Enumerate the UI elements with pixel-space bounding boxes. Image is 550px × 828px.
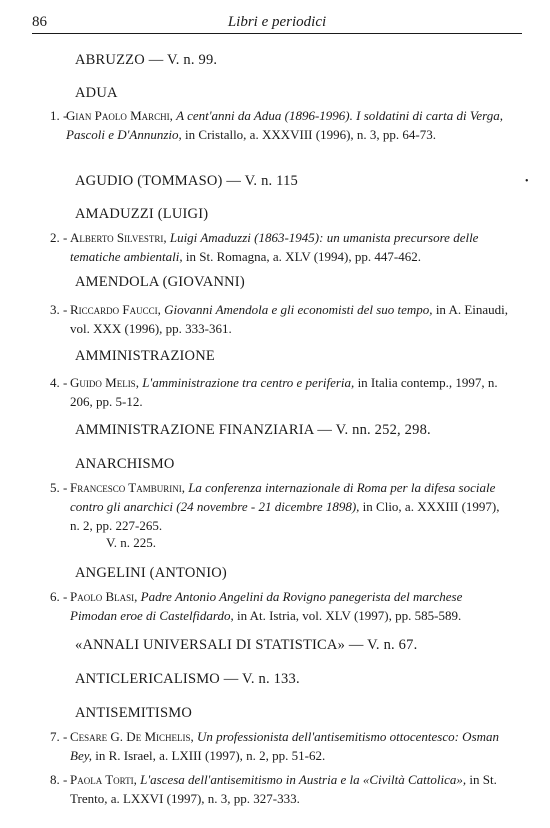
- page-header: [32, 14, 522, 34]
- heading-anticlericalismo: ANTICLERICALISMO — V. n. 133.: [75, 671, 300, 687]
- entry-3: [50, 300, 510, 338]
- entry-4: [50, 373, 510, 411]
- entry-title: Luigi Amaduzzi (1863-1945): un umanista precursore delle tematiche ambientali,: [70, 230, 479, 264]
- entry-number: 2. -: [50, 230, 68, 245]
- entry-1: [50, 106, 510, 144]
- entry-title: A cent'anni da Adua (1896-1996). I soldatini di carta di Verga, Pascoli e D'Annunzio,: [66, 108, 503, 142]
- entry-title: La conferenza internazionale di Roma per la difesa sociale contro gli anarchici (24 novembre - 21 dicembre 1898),: [70, 480, 496, 514]
- entry-source: in Clio, a. XXXIII (1997), n. 2, pp. 227-265.: [70, 499, 500, 533]
- page-number: 86: [32, 14, 47, 30]
- entry-number: 1. -: [50, 108, 68, 123]
- heading-amministrazione: AMMINISTRAZIONE: [75, 348, 215, 364]
- entry-number: 3. -: [50, 302, 68, 317]
- entry-8: [50, 770, 510, 808]
- entry-source: in R. Israel, a. LXIII (1997), n. 2, pp. 51-62.: [95, 748, 326, 763]
- entry-number: 8. -: [50, 772, 68, 787]
- heading-amendola: AMENDOLA (GIOVANNI): [75, 274, 245, 290]
- entry-number: 7. -: [50, 729, 68, 744]
- entry-author: Guido Melis,: [70, 375, 139, 390]
- entry-author: Gian Paolo Marchi,: [66, 108, 173, 123]
- entry-title: Un professionista dell'antisemitismo ottocentesco: Osman Bey,: [70, 729, 500, 763]
- heading-amaduzzi: AMADUZZI (LUIGI): [75, 206, 209, 222]
- heading-annali: «ANNALI UNIVERSALI DI STATISTICA» — V. n. 67.: [75, 637, 418, 653]
- entry-source: in A. Einaudi, vol. XXX (1996), pp. 333-361.: [70, 302, 509, 336]
- entry-author: Riccardo Faucci,: [70, 302, 161, 317]
- entry-source: in St. Romagna, a. XLV (1994), pp. 447-462.: [185, 249, 421, 264]
- heading-antisemitismo: ANTISEMITISMO: [75, 705, 192, 721]
- heading-amministrazione-finanziaria: AMMINISTRAZIONE FINANZIARIA — V. nn. 252, 298.: [75, 422, 431, 438]
- heading-abruzzo: ABRUZZO — V. n. 99.: [75, 52, 218, 68]
- entry-author: Francesco Tamburini,: [70, 480, 185, 495]
- heading-angelini: ANGELINI (ANTONIO): [75, 565, 227, 581]
- header-rule: [32, 33, 522, 34]
- entry-6: [50, 587, 510, 625]
- entry-author: Paolo Blasi,: [70, 589, 138, 604]
- entry-author: Paola Torti,: [70, 772, 137, 787]
- heading-anarchismo: ANARCHISMO: [75, 456, 175, 472]
- entry-7: [50, 727, 510, 765]
- entry-number: 5. -: [50, 480, 68, 495]
- entry-title: Giovanni Amendola e gli economisti del suo tempo,: [164, 302, 433, 317]
- entry-number: 4. -: [50, 375, 68, 390]
- heading-adua: ADUA: [75, 85, 118, 101]
- entry-source: in Italia contemp., 1997, n. 206, pp. 5-12.: [70, 375, 498, 409]
- entry-source: in St. Trento, a. LXXVI (1997), n. 3, pp. 327-333.: [70, 772, 497, 806]
- speck-mark: •: [525, 176, 529, 187]
- running-title: Libri e periodici: [227, 14, 327, 30]
- entry-title: Padre Antonio Angelini da Rovigno panegerista del marchese Pimodan eroe di Castelfidardo,: [70, 589, 463, 623]
- entry-5: [50, 478, 510, 535]
- heading-agudio: AGUDIO (TOMMASO) — V. n. 115: [75, 173, 298, 189]
- entry-author: Alberto Silvestri,: [70, 230, 167, 245]
- entry-source: in At. Istria, vol. XLV (1997), pp. 585-589.: [236, 608, 462, 623]
- entry-2: [50, 228, 510, 266]
- entry-number: 6. -: [50, 589, 68, 604]
- entry-source: in Cristallo, a. XXXVIII (1996), n. 3, pp. 64-73.: [185, 127, 436, 142]
- cross-reference: V. n. 225.: [106, 535, 156, 550]
- entry-author: Cesare G. De Michelis,: [70, 729, 194, 744]
- entry-title: L'amministrazione tra centro e periferia,: [142, 375, 355, 390]
- entry-title: L'ascesa dell'antisemitismo in Austria e la «Civiltà Cattolica»,: [140, 772, 467, 787]
